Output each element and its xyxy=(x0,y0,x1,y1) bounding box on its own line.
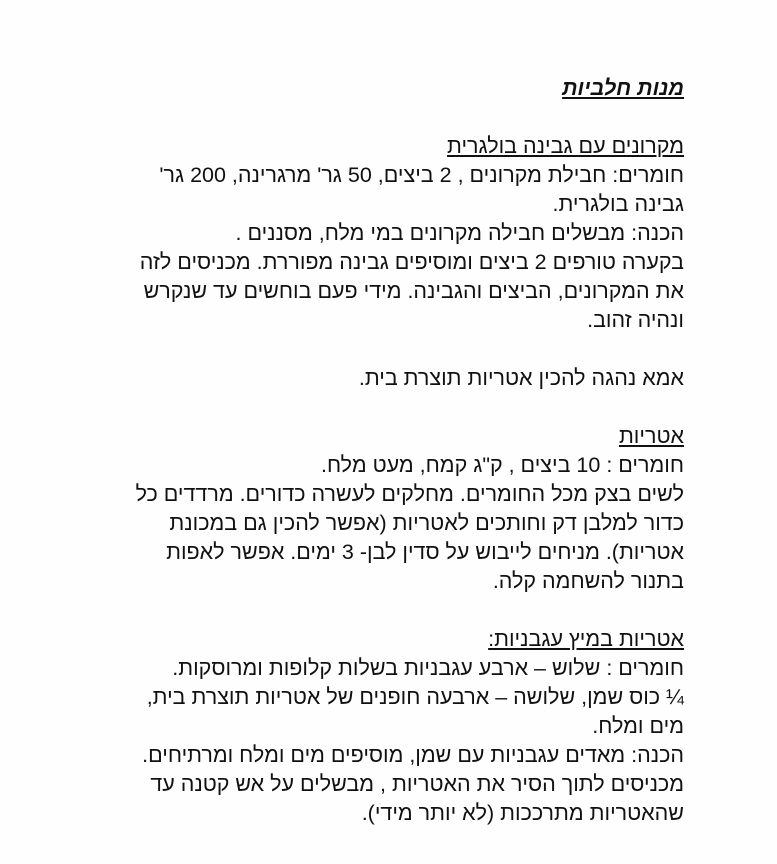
text-line: מים ומלח. xyxy=(592,714,684,738)
section-heading-noodles: אטריות xyxy=(618,424,684,448)
text-line: הכנה: מבשלים חבילה מקרונים במי מלח, מסננים . xyxy=(235,221,684,245)
recipe-document xyxy=(64,74,684,828)
text-line: חומרים : 10 ביצים , ק"ג קמח, מעט מלח. xyxy=(320,453,684,477)
text-line: שהאטריות מתרככות (לא יותר מידי). xyxy=(361,801,684,825)
text-line: לשים בצק מכל החומרים. מחלקים לעשרה כדורים. מרדדים כל xyxy=(135,482,684,506)
text-line: הכנה: מאדים עגבניות עם שמן, מוסיפים מים ומלח ומרתיחים. xyxy=(142,743,684,767)
text-line: גבינה בולגרית. xyxy=(552,192,684,216)
text-line: ¼ כוס שמן, שלושה – ארבעה חופנים של אטריות תוצרת בית, xyxy=(146,685,684,709)
text-line: חומרים: חבילת מקרונים , 2 ביצים, 50 גר' מרגרינה, 200 גר' xyxy=(159,163,684,187)
intro-note: אמא נהגה להכין אטריות תוצרת בית. xyxy=(358,366,684,390)
text-line: ונהיה זהוב. xyxy=(587,308,684,332)
text-line: חומרים : שלוש – ארבע עגבניות בשלות קלופות ומרוסקות. xyxy=(172,656,684,680)
section-heading-noodles-tomato: אטריות במיץ עגבניות: xyxy=(488,627,684,651)
text-line: אטריות). מניחים לייבוש על סדין לבן- 3 ימים. אפשר לאפות xyxy=(166,540,684,564)
text-line: את המקרונים, הביצים והגבינה. מידי פעם בוחשים עד שנקרש xyxy=(143,279,684,303)
text-line: בקערה טורפים 2 ביצים ומוסיפים גבינה מפוררת. מכניסים לזה xyxy=(139,250,684,274)
text-line: מכניסים לתוך הסיר את האטריות , מבשלים על אש קטנה עד xyxy=(150,772,684,796)
text-line: כדור למלבן דק וחותכים לאטריות (אפשר להכין גם במכונת xyxy=(169,511,684,535)
section-heading-macaroni: מקרונים עם גבינה בולגרית xyxy=(447,134,684,158)
text-line: בתנור להשחמה קלה. xyxy=(492,569,684,593)
document-title: מנות חלביות xyxy=(562,76,684,100)
